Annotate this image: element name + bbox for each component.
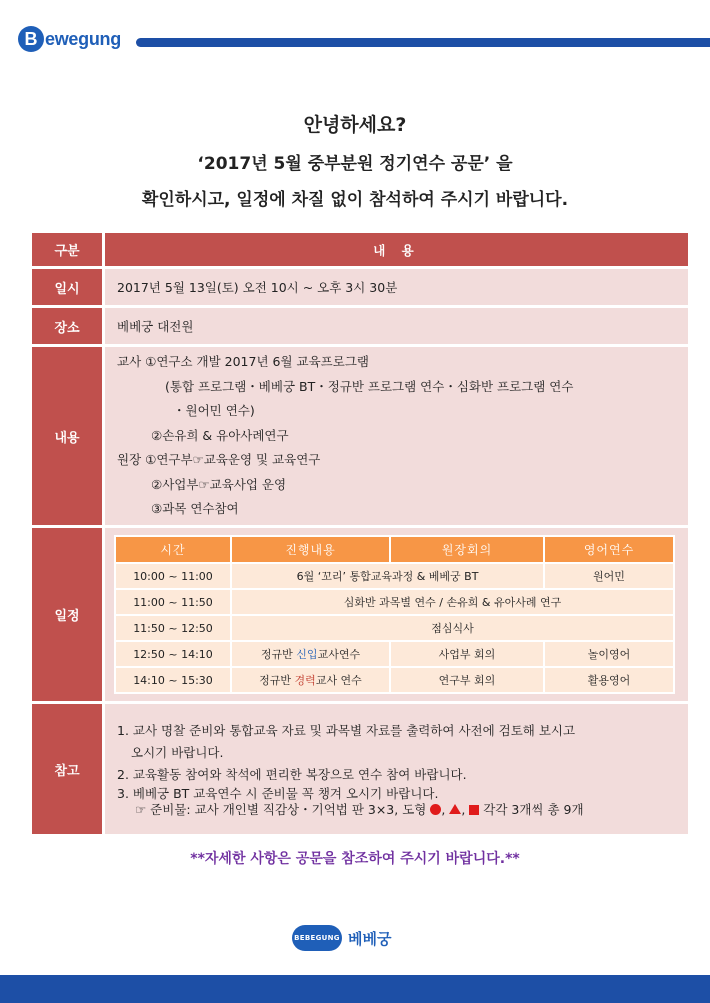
col-time: 시간 <box>116 537 230 562</box>
date-value: 2017년 5월 13일(토) 오전 10시 ~ 오후 3시 30분 <box>105 269 688 305</box>
bebegung-logo <box>292 925 391 951</box>
reference-item-1b: 오시기 바랍니다. <box>131 744 224 760</box>
content-cell: 6월 ‘꼬리’ 통합교육과정 & 베베궁 BT <box>232 564 543 588</box>
content-value <box>105 347 688 525</box>
content-cell <box>232 668 389 692</box>
meeting-cell: 연구부 회의 <box>391 668 543 692</box>
content-line: (통합 프로그램・베베궁 BT・정규반 프로그램 연수・심화반 프로그램 연수 <box>165 378 574 394</box>
content-line: ・원어민 연수) <box>173 403 255 419</box>
content-line: ③과목 연수참여 <box>151 501 239 517</box>
reference-value <box>105 704 688 834</box>
circle-icon <box>430 804 441 815</box>
reference-item-3-sub: ☞ 준비물: 교사 개인별 직감상・기억법 판 3×3, 도형 , , 각각 3개씩 총 9개 <box>135 801 584 817</box>
table-row <box>116 590 673 614</box>
table-header-row <box>32 233 688 266</box>
col-content: 진행내용 <box>232 537 389 562</box>
footer-bar <box>0 975 710 1003</box>
meeting-cell: 사업부 회의 <box>391 642 543 666</box>
header-label: 구분 <box>32 233 102 266</box>
time-cell: 14:10 ~ 15:30 <box>116 668 230 692</box>
content-pre: 정규반 <box>260 648 297 661</box>
bewegung-logo <box>18 26 121 52</box>
table-row <box>116 668 673 692</box>
bebegung-badge-icon: BEBEGUNG <box>292 925 342 951</box>
content-cell <box>232 642 389 666</box>
highlight-career: 경력 <box>294 674 316 687</box>
content-line: ②손유희 & 유아사례연구 <box>151 427 289 443</box>
content-post: 교사연수 <box>317 648 361 661</box>
reference-item-3: 3. 베베궁 BT 교육연수 시 준비물 꼭 챙겨 오시기 바랍니다. <box>117 785 439 801</box>
merged-cell: 점심식사 <box>232 616 673 640</box>
highlight-new: 신입 <box>296 648 318 661</box>
date-label: 일시 <box>32 269 102 305</box>
english-cell: 놀이영어 <box>545 642 673 666</box>
schedule-value <box>105 528 688 701</box>
schedule-label: 일정 <box>32 528 102 701</box>
time-cell: 10:00 ~ 11:00 <box>116 564 230 588</box>
content-line: 교사 ①연구소 개발 2017년 6월 교육프로그램 <box>117 354 369 370</box>
table-row <box>116 642 673 666</box>
english-cell: 원어민 <box>545 564 673 588</box>
schedule-row <box>32 528 688 701</box>
time-cell: 11:50 ~ 12:50 <box>116 616 230 640</box>
english-cell: 활용영어 <box>545 668 673 692</box>
table-row <box>116 564 673 588</box>
reference-item-1a: 1. 교사 명찰 준비와 통합교육 자료 및 과목별 자료를 출력하여 사전에 검토해 보시고 <box>117 722 576 738</box>
greeting-line3: 확인하시고, 일정에 차질 없이 참석하여 주시기 바랍니다. <box>141 190 569 210</box>
schedule-header <box>116 537 673 562</box>
time-cell: 11:00 ~ 11:50 <box>116 590 230 614</box>
merged-cell: 심화반 과목별 연수 / 손유희 & 유아사례 연구 <box>232 590 673 614</box>
content-line: 원장 ①연구부☞교육운영 및 교육연구 <box>117 452 321 468</box>
triangle-icon <box>449 804 461 814</box>
header-value: 내 용 <box>105 233 688 266</box>
schedule-table <box>114 535 675 694</box>
supplies-count: 각각 3개씩 총 9개 <box>483 801 584 817</box>
greeting-title: 안녕하세요? <box>303 114 407 136</box>
greeting-line2: ‘2017년 5월 중부분원 정기연수 공문’ 을 <box>197 154 513 174</box>
reference-label: 참고 <box>32 704 102 834</box>
content-label: 내용 <box>32 347 102 525</box>
bebegung-text: 베베궁 <box>348 929 392 948</box>
content-line: ②사업부☞교육사업 운영 <box>151 476 287 492</box>
content-row <box>32 347 688 525</box>
col-english: 영어연수 <box>545 537 673 562</box>
supplies-text: ☞ 준비물: 교사 개인별 직감상・기억법 판 3×3, 도형 <box>135 801 427 817</box>
logo-text: ewegung <box>45 28 121 49</box>
header-bar <box>136 38 710 47</box>
square-icon <box>469 805 479 815</box>
content-post: 교사 연수 <box>315 674 362 687</box>
col-meeting: 원장회의 <box>391 537 543 562</box>
table-row <box>116 616 673 640</box>
info-table <box>32 233 688 837</box>
place-value: 베베궁 대전원 <box>105 308 688 344</box>
footnote: **자세한 사항은 공문을 참조하여 주시기 바랍니다.** <box>190 851 520 867</box>
date-row <box>32 269 688 305</box>
place-label: 장소 <box>32 308 102 344</box>
logo-b-icon: B <box>18 26 44 52</box>
reference-row <box>32 704 688 834</box>
reference-item-2: 2. 교육활동 참여와 착석에 편리한 복장으로 연수 참여 바랍니다. <box>117 766 467 782</box>
place-row <box>32 308 688 344</box>
content-pre: 정규반 <box>259 674 295 687</box>
time-cell: 12:50 ~ 14:10 <box>116 642 230 666</box>
